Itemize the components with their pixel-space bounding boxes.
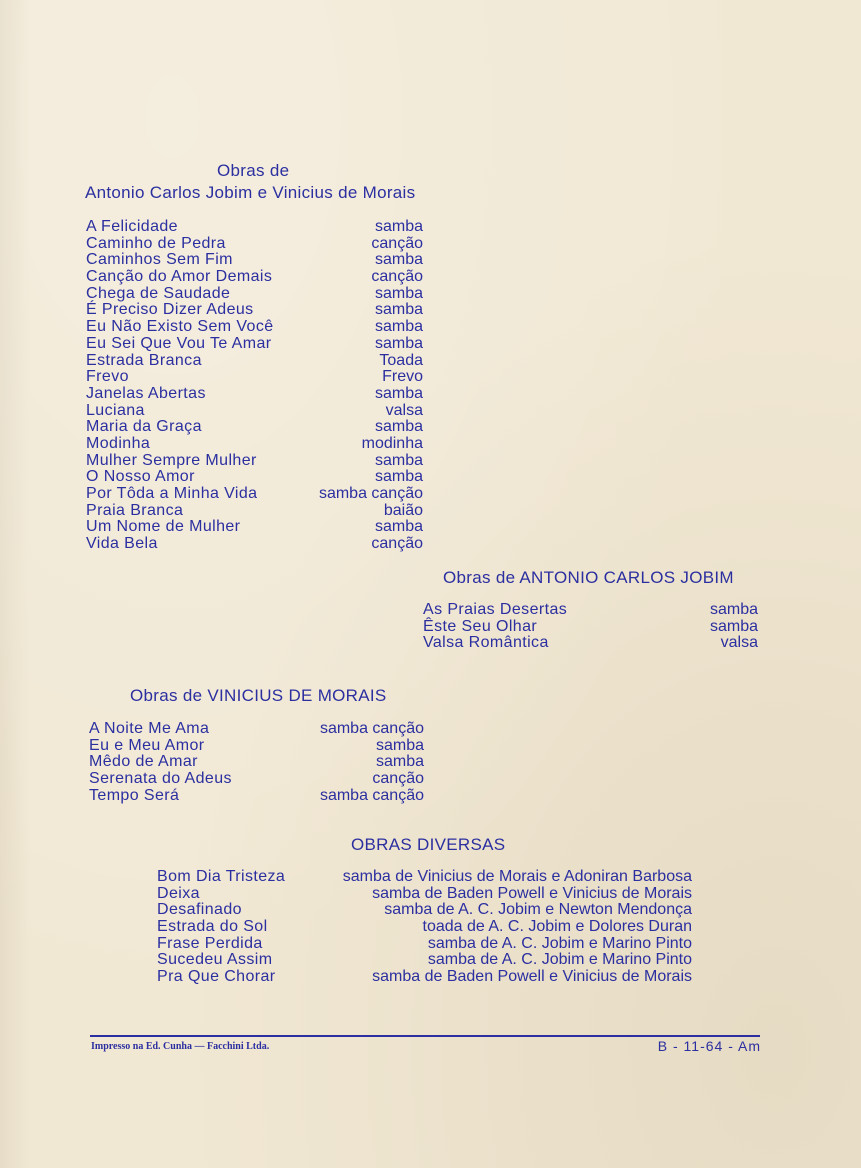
song-title: Deixa: [157, 884, 200, 902]
song-genre: samba: [374, 518, 423, 536]
song-title: Bom Dia Tristeza: [157, 868, 286, 885]
song-title: Chega de Saudade: [86, 284, 231, 302]
song-title: Tempo Será: [89, 786, 180, 804]
section-heading-diversas: OBRAS DIVERSAS: [351, 835, 506, 854]
song-genre: samba de A. C. Jobim e Marino Pinto: [427, 934, 692, 952]
song-genre: samba: [374, 451, 423, 469]
song-title: É Preciso Dizer Adeus: [86, 301, 254, 319]
song-title: Por Tôda a Minha Vida: [86, 485, 258, 502]
list-item: [86, 302, 423, 319]
list-item: [423, 635, 758, 652]
song-genre: canção: [372, 770, 424, 788]
song-title: Estrada do Sol: [157, 918, 268, 936]
song-title: Janelas Abertas: [86, 384, 206, 402]
list-item: [86, 369, 423, 386]
list-item: [157, 919, 692, 936]
list-item: [157, 936, 692, 953]
list-item: [89, 754, 424, 771]
song-genre: samba: [374, 334, 423, 352]
song-title: Maria da Graça: [86, 418, 202, 436]
list-item: [86, 319, 423, 336]
list-item: [86, 469, 423, 486]
list-item: [89, 738, 424, 755]
song-title: Serenata do Adeus: [89, 770, 232, 788]
list-item: [86, 419, 423, 436]
list-item: [86, 236, 423, 253]
song-title: Modinha: [86, 434, 151, 452]
list-item: [423, 602, 758, 619]
song-title: Praia Branca: [86, 501, 184, 519]
list-item: [86, 353, 423, 370]
song-title: A Felicidade: [86, 218, 178, 235]
list-item: [157, 902, 692, 919]
list-item: [86, 453, 423, 470]
song-genre: samba canção: [319, 786, 424, 804]
song-genre: samba: [374, 301, 423, 319]
list-item: [86, 269, 423, 286]
song-genre: samba: [709, 601, 758, 618]
list-item: [86, 486, 423, 503]
song-genre: Frevo: [382, 368, 423, 386]
list-item: [86, 536, 423, 553]
song-genre: samba: [374, 251, 423, 269]
footer-rule: [90, 1035, 760, 1037]
list-item: [86, 519, 423, 536]
song-title: Mulher Sempre Mulher: [86, 451, 257, 469]
song-genre: canção: [371, 268, 423, 286]
list-jobim-vinicius: [86, 219, 423, 553]
catalog-code: B - 11-64 - Am: [657, 1038, 761, 1054]
song-genre: samba: [374, 318, 423, 336]
song-title: Eu Sei Que Vou Te Amar: [86, 334, 272, 352]
song-genre: Toada: [379, 351, 423, 369]
section-heading-jobim: Obras de ANTONIO CARLOS JOBIM: [443, 568, 734, 587]
song-title: Eu e Meu Amor: [89, 736, 205, 754]
list-item: [86, 219, 423, 236]
song-genre: samba: [375, 736, 424, 754]
song-genre: samba: [374, 418, 423, 436]
song-genre: samba de Baden Powell e Vinicius de Morais: [372, 968, 692, 986]
song-genre: samba: [374, 384, 423, 402]
song-title: Eu Não Existo Sem Você: [86, 318, 274, 336]
song-title: Frevo: [86, 368, 129, 386]
song-genre: samba de A. C. Jobim e Marino Pinto: [427, 951, 692, 969]
song-title: Frase Perdida: [157, 934, 263, 952]
list-jobim: [423, 602, 758, 652]
song-genre: canção: [371, 234, 423, 252]
list-item: [89, 788, 424, 805]
section-heading-obras-de: Obras de: [217, 161, 290, 180]
song-title: Luciana: [86, 401, 145, 419]
song-genre: samba: [374, 284, 423, 302]
list-item: [157, 869, 692, 886]
song-title: Um Nome de Mulher: [86, 518, 241, 536]
song-genre: canção: [371, 535, 423, 553]
song-genre: samba canção: [319, 720, 424, 737]
printer-credit: Impresso na Ed. Cunha — Facchini Ltda.: [91, 1041, 270, 1052]
song-title: Desafinado: [157, 901, 242, 919]
song-genre: samba de A. C. Jobim e Newton Mendonça: [384, 901, 692, 919]
song-genre: samba de Vinicius de Morais e Adoniran Barbosa: [342, 868, 692, 885]
list-item: [86, 503, 423, 520]
song-genre: samba: [375, 753, 424, 771]
list-vinicius: [89, 721, 424, 804]
song-genre: valsa: [720, 634, 758, 652]
list-item: [89, 771, 424, 788]
song-title: Sucedeu Assim: [157, 951, 273, 969]
song-genre: valsa: [385, 401, 423, 419]
song-title: O Nosso Amor: [86, 468, 195, 486]
song-title: Mêdo de Amar: [89, 753, 198, 771]
list-item: [423, 619, 758, 636]
list-item: [86, 403, 423, 420]
list-item: [157, 969, 692, 986]
song-title: Caminhos Sem Fim: [86, 251, 233, 269]
list-item: [86, 436, 423, 453]
song-title: As Praias Desertas: [423, 601, 568, 618]
song-title: Caminho de Pedra: [86, 234, 226, 252]
section-heading-vinicius: Obras de VINICIUS DE MORAIS: [130, 686, 387, 705]
song-genre: modinha: [361, 434, 423, 452]
list-item: [86, 386, 423, 403]
song-title: Pra Que Chorar: [157, 968, 276, 986]
list-item: [86, 336, 423, 353]
song-genre: samba: [709, 617, 758, 635]
song-title: Estrada Branca: [86, 351, 202, 369]
song-genre: baião: [383, 501, 423, 519]
section-heading-jobim-vinicius: Antonio Carlos Jobim e Vinicius de Morais: [85, 183, 416, 202]
song-genre: samba de Baden Powell e Vinicius de Morais: [372, 884, 692, 902]
song-title: Valsa Romântica: [423, 634, 549, 652]
song-genre: samba: [374, 218, 423, 235]
list-diversas: [157, 869, 692, 986]
song-title: Canção do Amor Demais: [86, 268, 273, 286]
list-item: [89, 721, 424, 738]
list-item: [86, 286, 423, 303]
song-title: A Noite Me Ama: [89, 720, 210, 737]
song-title: Êste Seu Olhar: [423, 617, 538, 635]
list-item: [157, 886, 692, 903]
list-item: [86, 252, 423, 269]
song-title: Vida Bela: [86, 535, 158, 553]
list-item: [157, 952, 692, 969]
song-genre: samba canção: [318, 485, 423, 502]
song-genre: samba: [374, 468, 423, 486]
song-genre: toada de A. C. Jobim e Dolores Duran: [422, 918, 692, 936]
